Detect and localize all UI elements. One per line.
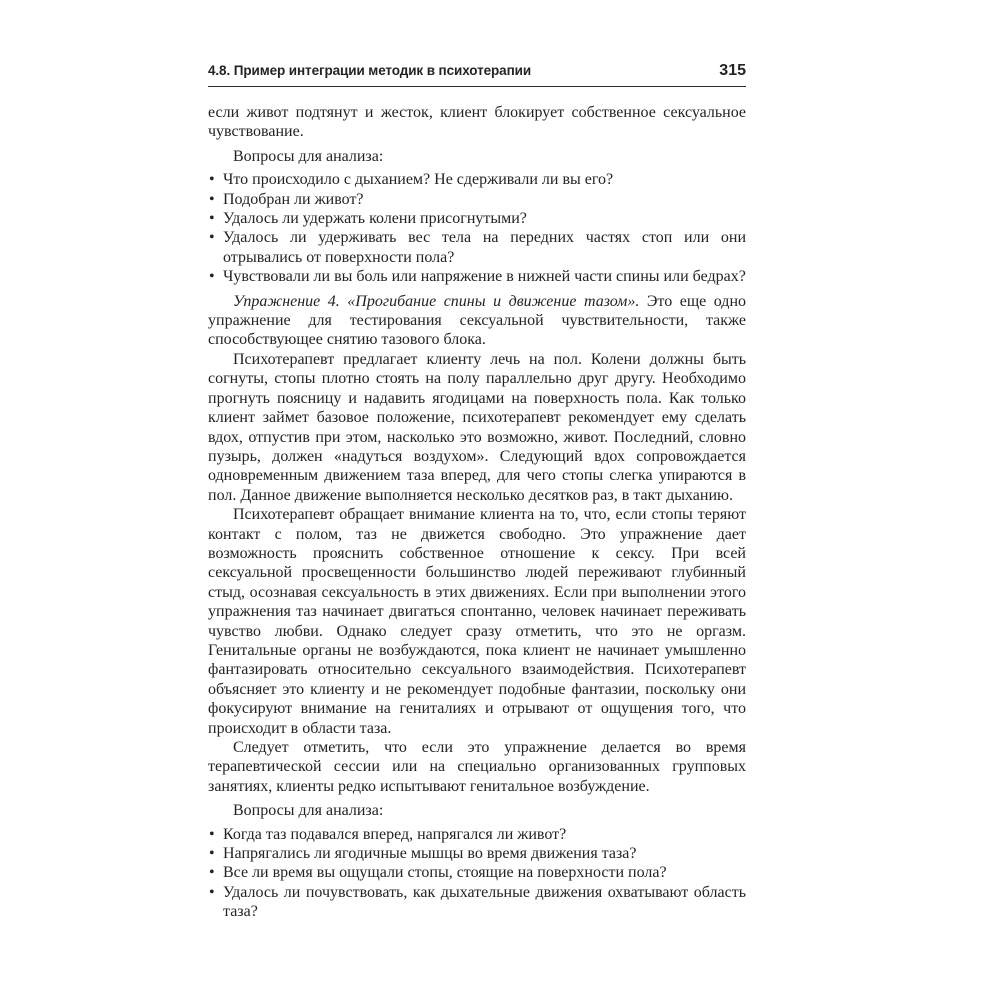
bullet-icon: •: [209, 190, 215, 208]
bullet-icon: •: [209, 883, 215, 901]
page-number: 315: [719, 62, 746, 79]
paragraph-continuation: если живот подтянут и жесток, клиент блокирует собственное сексуальное чувствование.: [208, 104, 746, 141]
list-item: [208, 844, 746, 863]
list-item: [208, 267, 746, 286]
questions-heading-1: Вопросы для анализа:: [233, 147, 384, 165]
list-item-text: Удалось ли удержать колени присогнутыми?: [223, 210, 527, 228]
bullet-icon: •: [209, 171, 215, 189]
list-item-text: Подобран ли живот?: [223, 190, 364, 208]
bullet-icon: •: [209, 825, 215, 843]
list-item: [208, 190, 746, 209]
page-header: [208, 62, 746, 87]
list-item-text: Удалось ли удерживать вес тела на передних частях стоп или они отрывались от поверхности пола?: [223, 229, 746, 266]
questions-heading-2: Вопросы для анализа:: [233, 802, 384, 820]
questions-list-1: [208, 170, 746, 286]
paragraph: Следует отметить, что если это упражнение делается во время терапевтической сессии или на специально организованных групповых занятиях, клиенты редко испытывают генитальное возбуждение.: [208, 739, 746, 795]
list-item: [208, 170, 746, 189]
page-content: [208, 62, 746, 924]
list-item: [208, 228, 746, 267]
list-item-text: Что происходило с дыханием? Не сдерживали ли вы его?: [223, 171, 614, 189]
exercise-title: Упражнение 4. «Прогибание спины и движение тазом».: [233, 292, 640, 310]
exercise-intro: Это еще одно упражнение для тестирования сексуальной чувствительности, также способствующее снятию тазового блока.: [208, 292, 747, 349]
paragraph: Психотерапевт обращает внимание клиента на то, что, если стопы теряют контакт с полом, таз не движется свободно. Это упражнение дает возможность прояснить собственное отношение к сексу. При всей сексуальной просвещенности большинство людей переживают глубинный стыд, осознавая сексуальность в этих движениях. Если при выполнении этого упражнения таз начинает двигаться спонтанно, человек начинает переживать чувство любви. Однако следует сразу отметить, что это не оргазм. Генитальные органы не возбуждаются, пока клиент не начинает умышленно фантазировать относительно сексуального взаимодействия. Психотерапевт объясняет это клиенту и не рекомендует подобные фантазии, поскольку они фокусируют внимание на гениталиях и отрывают от ощущения того, что происходит в области таза.: [208, 506, 746, 737]
list-item-text: Чувствовали ли вы боль или напряжение в нижней части спины или бедрах?: [223, 268, 746, 286]
page-body: [208, 103, 746, 922]
list-item: [208, 883, 746, 922]
list-item-text: Все ли время вы ощущали стопы, стоящие на поверхности пола?: [223, 864, 667, 882]
paragraph-exercise: [208, 292, 746, 350]
list-item: [208, 209, 746, 228]
running-head: 4.8. Пример интеграции методик в психотерапии: [208, 63, 532, 78]
bullet-icon: •: [209, 229, 215, 247]
list-item: [208, 825, 746, 844]
bullet-icon: •: [209, 210, 215, 228]
paragraph: Психотерапевт предлагает клиенту лечь на пол. Колени должны быть согнуты, стопы плотно стоять на полу параллельно друг другу. Необходимо прогнуть поясницу и надавить ягодицами на поверхность пола. Как только клиент займет базовое положение, психотерапевт рекомендует ему сделать вдох, отпустив при этом, насколько это возможно, живот. Последний, словно пузырь, должен «надуться воздухом». Следующий вдох сопровождается одновременным движением таза вперед, для чего стопы слегка упираются в пол. Данное движение выполняется несколько десятков раз, в такт дыханию.: [208, 350, 746, 504]
bullet-icon: •: [209, 864, 215, 882]
bullet-icon: •: [209, 845, 215, 863]
list-item: [208, 863, 746, 882]
list-item-text: Напрягались ли ягодичные мышцы во время движения таза?: [223, 845, 637, 863]
bullet-icon: •: [209, 268, 215, 286]
list-item-text: Когда таз подавался вперед, напрягался ли живот?: [223, 825, 567, 843]
list-item-text: Удалось ли почувствовать, как дыхательные движения охватывают область таза?: [223, 883, 746, 921]
questions-list-2: [208, 825, 746, 922]
